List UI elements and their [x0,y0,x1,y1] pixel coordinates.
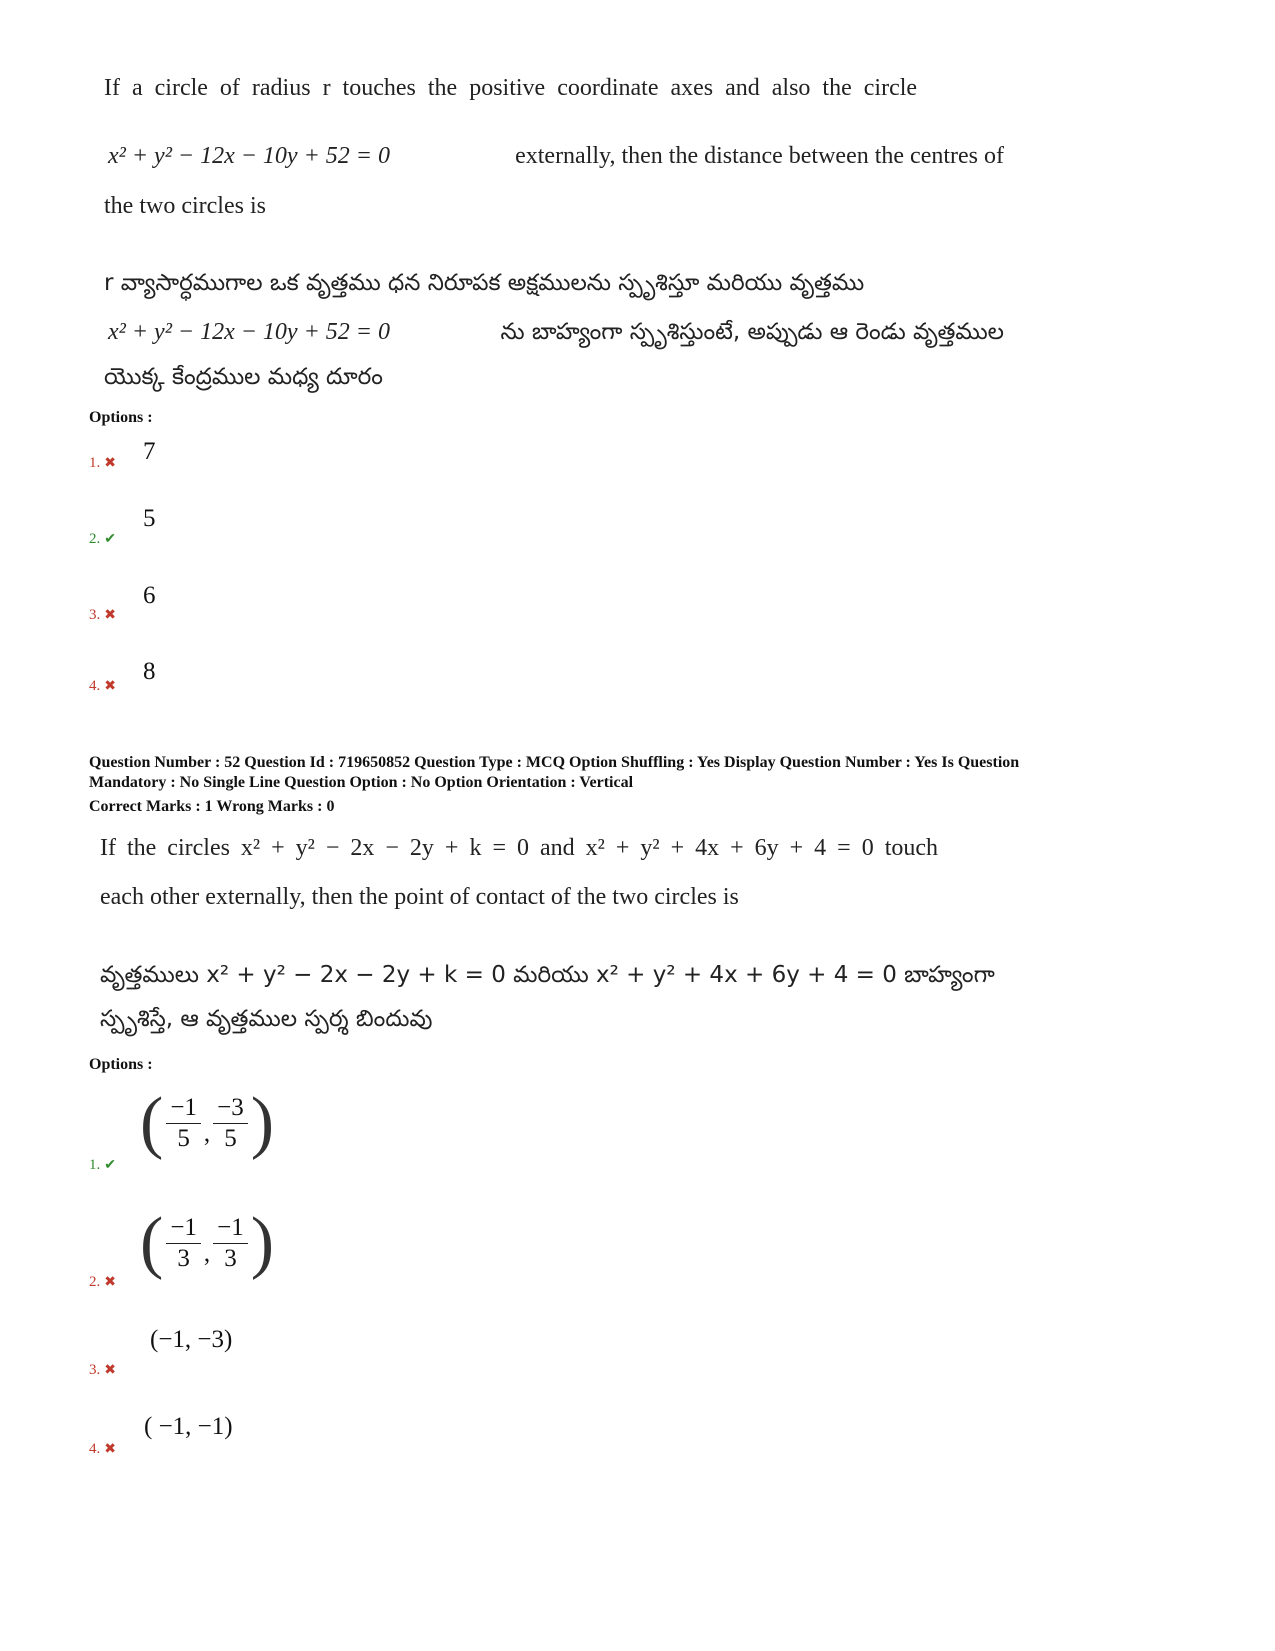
option-number: 2. [89,531,101,547]
q51-telugu-line2-tail: ను బాహ్యంగా స్పృశిస్తుంటే, అప్పుడు ఆ రెండు వృత్తముల [500,318,1004,345]
wrong-mark-icon: ✖ [104,679,116,694]
q51-options-label: Options : [89,409,153,426]
q51-option-3[interactable] [89,606,116,624]
wrong-mark-icon: ✖ [104,456,116,471]
q51-english-line1: If a circle of radius r touches the positive coordinate axes and also the circle [104,75,918,101]
wrong-mark-icon: ✖ [104,1363,116,1378]
right-paren: ) [250,1204,275,1281]
q51-equation: x² + y² − 12x − 10y + 52 = 0 [108,143,390,169]
option-number: 2. [89,1274,101,1290]
option-number: 1. [89,1157,101,1173]
wrong-mark-icon: ✖ [104,1275,116,1290]
option-number: 3. [89,1362,101,1378]
fraction: $\frac{-1}{3}$ [166,1213,201,1274]
q52-english-line1: If the circles x² + y² − 2x − 2y + k = 0 and x² + y² + 4x + 6y + 4 = 0 touch [100,835,939,861]
q52-option-3-value: (−1, −3) [150,1326,233,1353]
wrong-mark-icon: ✖ [104,608,116,623]
q52-telugu-line1: వృత్తములు x² + y² − 2x − 2y + k = 0 మరియు x² + y² + 4x + 6y + 4 = 0 బాహ్యంగా [100,962,995,988]
left-paren: ( [140,1204,164,1281]
correct-check-icon: ✔ [104,1158,116,1173]
q52-option-3[interactable] [89,1361,116,1379]
q51-option-4[interactable] [89,677,116,695]
q51-english-line3: the two circles is [104,193,266,219]
q51-telugu-line2 [108,318,1004,347]
q51-english-line2 [108,142,1004,171]
option-number: 4. [89,678,101,694]
q52-meta-line1: Question Number : 52 Question Id : 719650852 Question Type : MCQ Option Shuffling : Yes Display Question Number : Yes Is Question [89,754,1020,771]
q51-option-2-value: 5 [143,505,156,532]
q52-option-2[interactable] [89,1273,116,1291]
q52-option-1-value: ( $\frac{-1}{5}$ , $\frac{-3}{5}$ ) [140,1084,275,1161]
fraction: $\frac{-1}{5}$ [166,1093,201,1154]
correct-check-icon: ✔ [104,532,116,547]
left-paren: ( [140,1084,164,1161]
q52-option-1[interactable] [89,1156,116,1174]
q51-telugu-line3: యొక్క కేంద్రముల మధ్య దూరం [104,364,383,390]
q52-option-4-value: ( −1, −1) [144,1413,233,1440]
q51-option-2[interactable] [89,530,116,548]
q52-option-2-value: ( $\frac{-1}{3}$ , $\frac{-1}{3}$ ) [140,1204,275,1281]
right-paren: ) [250,1084,275,1161]
q51-option-1[interactable] [89,454,116,472]
q51-option-3-value: 6 [143,582,156,609]
q52-options-label: Options : [89,1056,153,1073]
q52-marks: Correct Marks : 1 Wrong Marks : 0 [89,798,335,815]
q51-option-4-value: 8 [143,658,156,685]
option-number: 3. [89,607,101,623]
q52-telugu-line2: స్పృశిస్తే, ఆ వృత్తముల స్పర్శ బిందువు [100,1006,433,1032]
fraction: $\frac{-1}{3}$ [213,1213,248,1274]
q51-option-1-value: 7 [143,438,156,465]
q52-meta-line2: Mandatory : No Single Line Question Option : No Option Orientation : Vertical [89,774,634,791]
q52-option-4[interactable] [89,1440,116,1458]
q51-telugu-equation: x² + y² − 12x − 10y + 52 = 0 [108,319,390,345]
q51-telugu-line1: r వ్యాసార్ధముగాల ఒక వృత్తము ధన నిరూపక అక్షములను స్పృశిస్తూ మరియు వృత్తము [104,270,865,296]
q52-english-line2: each other externally, then the point of contact of the two circles is [100,884,739,910]
fraction: $\frac{-3}{5}$ [213,1093,248,1154]
option-number: 4. [89,1441,101,1457]
option-number: 1. [89,455,101,471]
wrong-mark-icon: ✖ [104,1442,116,1457]
q51-english-line2-tail: externally, then the distance between the centres of [515,143,1004,169]
